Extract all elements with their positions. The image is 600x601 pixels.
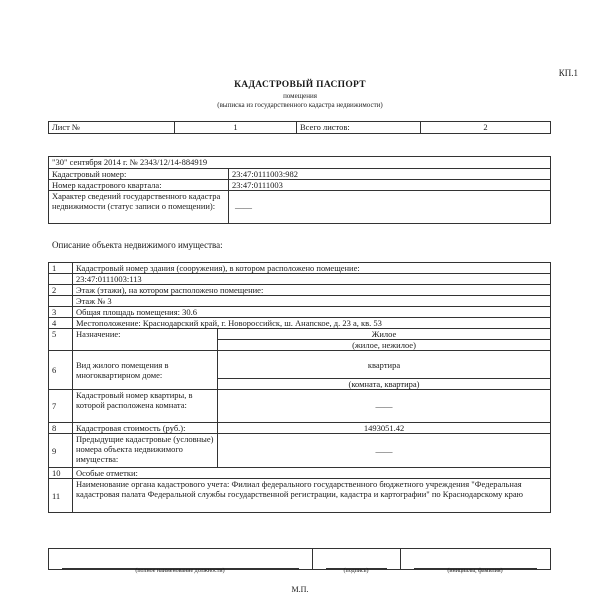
cadastral-number-label: Кадастровый номер: — [49, 169, 229, 180]
floor-label: Этаж (этажи), на котором расположено помещение: — [73, 285, 551, 296]
living-type-label: Вид жилого помещения в многоквартирном доме: — [73, 351, 218, 390]
location-label: Местоположение: Краснодарский край, г. Новороссийск, ш. Анапское, д. 23 а, кв. 53 — [73, 318, 551, 329]
row-number: 2 — [49, 285, 73, 296]
signature-caption: (подпись) — [343, 568, 369, 574]
row-number: 3 — [49, 307, 73, 318]
row-number: 9 — [49, 434, 73, 468]
initials-cell — [401, 549, 551, 570]
floor-value: Этаж № 3 — [73, 296, 551, 307]
apartment-number-value: —— — [218, 390, 551, 423]
row-number: 6 — [49, 351, 73, 390]
sheet-number: 1 — [175, 122, 297, 134]
signature-cell — [313, 549, 401, 570]
area-label: Общая площадь помещения: 30.6 — [73, 307, 551, 318]
purpose-value: Жилое — [218, 329, 551, 340]
building-number-label: Кадастровый номер здания (сооружения), в котором расположено помещение: — [73, 263, 551, 274]
position-cell — [49, 549, 313, 570]
sheet-info-table — [48, 121, 551, 134]
row-number-spacer — [49, 296, 73, 307]
special-notes-label: Особые отметки: — [73, 468, 551, 479]
position-caption: (полное наименование должности) — [135, 568, 225, 574]
total-sheets-label: Всего листов: — [297, 122, 421, 134]
living-type-hint: (комната, квартира) — [218, 379, 551, 390]
row-number: 8 — [49, 423, 73, 434]
object-description-table — [48, 262, 551, 513]
cadastral-value: 1493051.42 — [218, 423, 551, 434]
object-description-label: Описание объекта недвижимого имущества: — [52, 240, 223, 250]
cadastral-number-value: 23:47:0111003:982 — [229, 169, 551, 180]
apartment-number-label: Кадастровый номер квартиры, в которой расположена комната: — [73, 390, 218, 423]
cadastral-value-label: Кадастровая стоимость (руб.): — [73, 423, 218, 434]
document-subtitle-extract: (выписка из государственного кадастра недвижимости) — [217, 101, 383, 109]
form-code: КП.1 — [558, 68, 578, 78]
row-number: 5 — [49, 329, 73, 351]
building-number-value: 23:47:0111003:113 — [73, 274, 551, 285]
row-number — [49, 274, 73, 285]
sheet-label: Лист № — [49, 122, 175, 134]
registration-authority: Наименование органа кадастрового учета: Филиал федерального государственного бюджетного учреждения "Федеральная кадастровая палата Федеральной службы государственной регистрации, кадастра и картографии" по Краснодарскому краю — [73, 479, 551, 513]
quarter-number-label: Номер кадастрового квартала: — [49, 180, 229, 191]
previous-numbers-label: Предыдущие кадастровые (условные) номера объекта недвижимого имущества: — [73, 434, 218, 468]
record-status-value: —— — [229, 191, 551, 224]
initials-caption: (инициалы, фамилия) — [447, 568, 503, 574]
record-date-line: "30" сентября 2014 г. № 2343/12/14-884919 — [49, 157, 551, 169]
record-header-table — [48, 156, 551, 224]
row-number: 1 — [49, 263, 73, 274]
signature-table — [48, 548, 551, 570]
total-sheets-value: 2 — [421, 122, 551, 134]
purpose-label: Назначение: — [73, 329, 218, 351]
purpose-hint: (жилое, нежилое) — [218, 340, 551, 351]
living-type-value: квартира — [218, 351, 551, 379]
previous-numbers-value: —— — [218, 434, 551, 468]
row-number: 11 — [49, 479, 73, 513]
document-subtitle: помещения — [283, 92, 317, 100]
row-number: 4 — [49, 318, 73, 329]
document-title: КАДАСТРОВЫЙ ПАСПОРТ — [234, 80, 366, 90]
row-number: 10 — [49, 468, 73, 479]
quarter-number-value: 23:47:0111003 — [229, 180, 551, 191]
record-status-label: Характер сведений государственного кадастра недвижимости (статус записи о помещении): — [49, 191, 229, 224]
stamp-place: М.П. — [291, 585, 309, 594]
row-number: 7 — [49, 390, 73, 423]
